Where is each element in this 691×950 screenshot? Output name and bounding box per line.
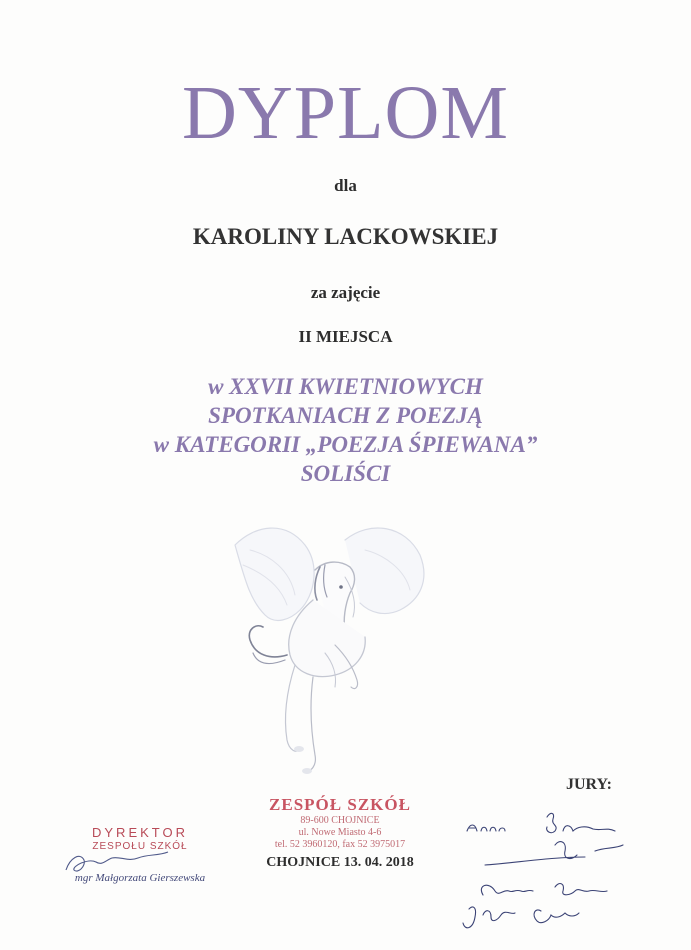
- director-stamp-title: DYREKTOR: [92, 825, 188, 840]
- school-stamp-phone: tel. 52 3960120, fax 52 3975017: [274, 839, 406, 850]
- jury-label: JURY:: [566, 776, 612, 793]
- school-stamp-name: ZESPÓŁ SZKÓŁ: [269, 795, 411, 814]
- for-taking-label: za zajęcie: [310, 283, 381, 302]
- event-line: w XXVII KWIETNIOWYCH: [208, 374, 483, 399]
- place-date: CHOJNICE 13. 04. 2018: [266, 855, 414, 870]
- school-stamp: [240, 795, 440, 851]
- event-line: SOLIŚCI: [300, 461, 391, 486]
- director-signature: [58, 840, 178, 880]
- jury-signatures: [455, 805, 675, 945]
- director-stamp-school: ZESPOŁU SZKÓŁ: [92, 841, 188, 852]
- event-description: [0, 372, 691, 488]
- event-line: SPOTKANIACH Z POEZJĄ: [208, 403, 483, 428]
- for-label: dla: [334, 176, 357, 195]
- event-line: w KATEGORII „POEZJA ŚPIEWANA”: [153, 432, 538, 457]
- director-name: mgr Małgorzata Gierszewska: [74, 872, 206, 884]
- place-text: II MIEJSCA: [298, 327, 393, 346]
- diploma-title: DYPLOM: [182, 71, 509, 155]
- school-stamp-street: ul. Nowe Miasto 4-6: [298, 827, 382, 838]
- school-stamp-postal: 89-600 CHOJNICE: [300, 815, 380, 826]
- recipient-name: KAROLINY LACKOWSKIEJ: [192, 224, 499, 249]
- pegasus-illustration: [195, 505, 445, 790]
